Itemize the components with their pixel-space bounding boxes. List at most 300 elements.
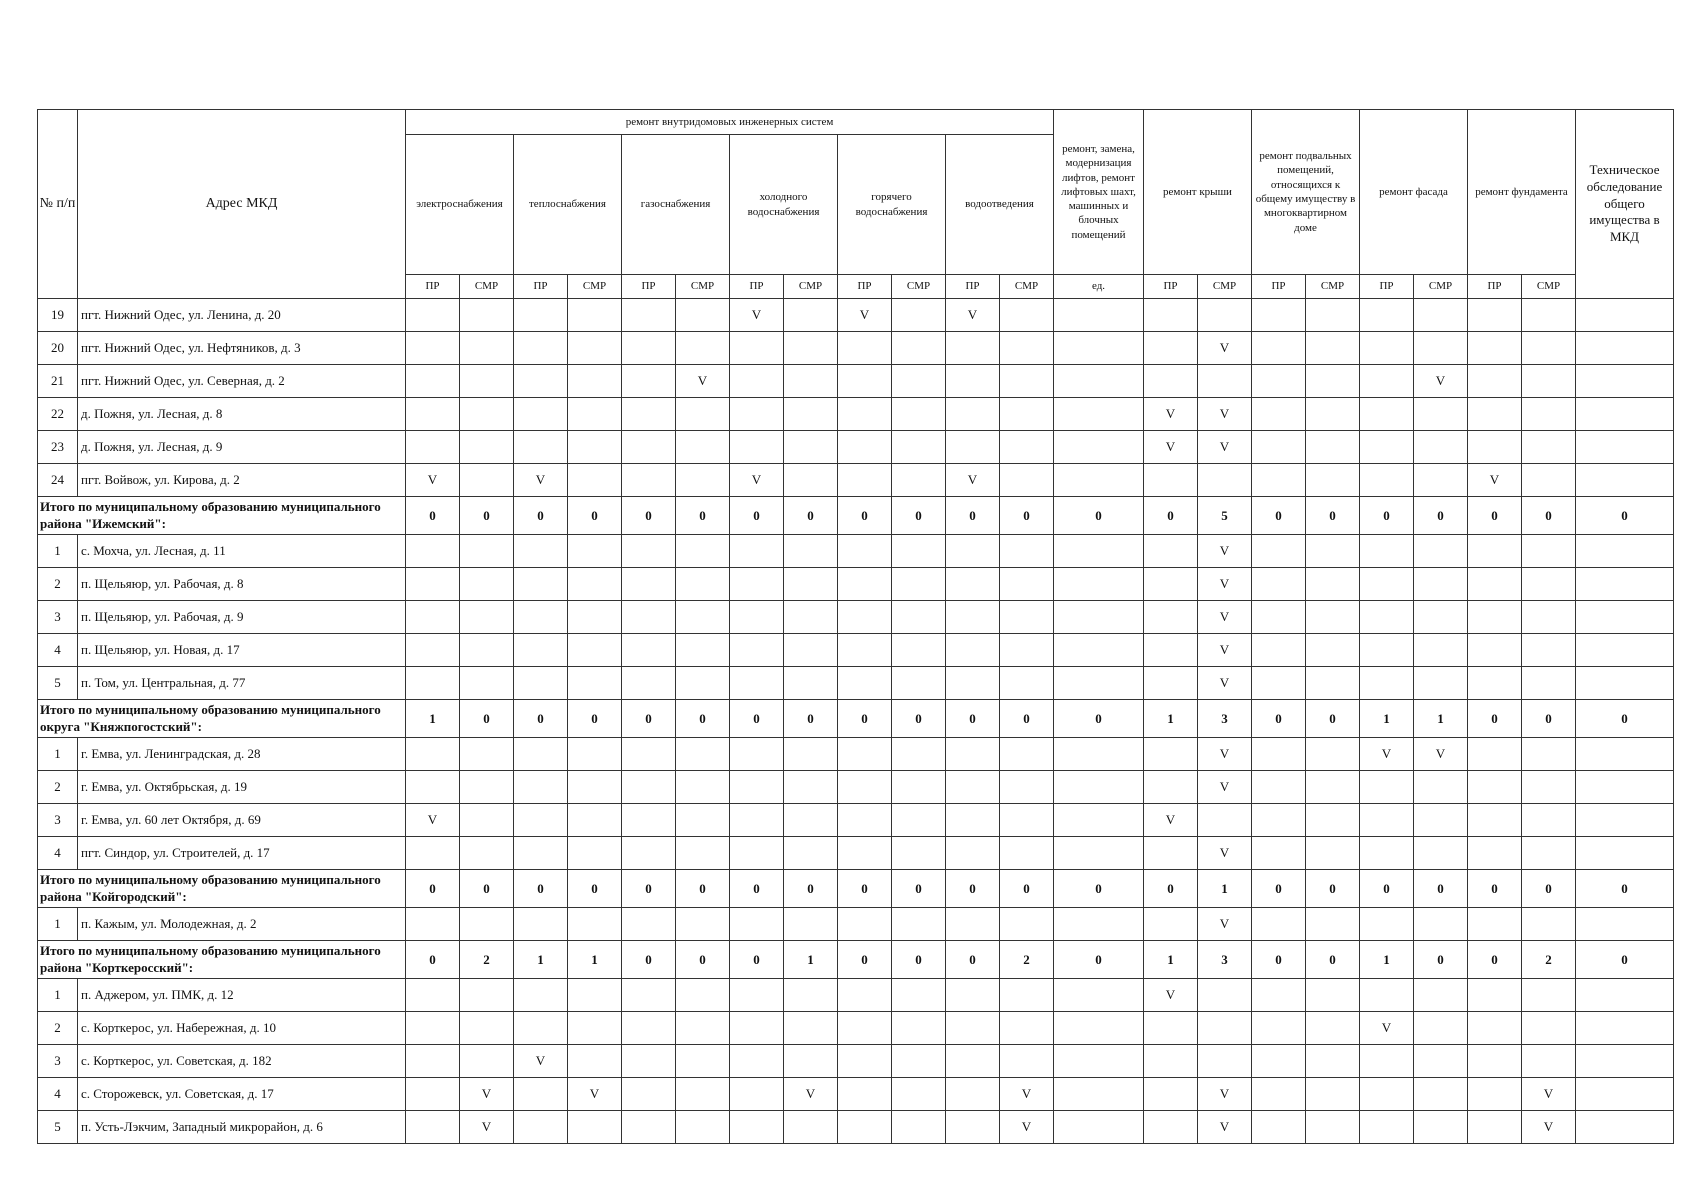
- row-number: 5: [38, 1111, 78, 1144]
- mark-cell: [514, 1111, 568, 1144]
- row-number: 2: [38, 1012, 78, 1045]
- subtotal-cell: 0: [460, 870, 514, 908]
- subtotal-cell: 1: [1144, 700, 1198, 738]
- subtotal-cell: 0: [1576, 941, 1674, 979]
- mark-cell: [1414, 535, 1468, 568]
- mark-cell: [946, 1111, 1000, 1144]
- mark-cell: [730, 667, 784, 700]
- mark-cell: [1198, 464, 1252, 497]
- subtotal-cell: 0: [946, 870, 1000, 908]
- mark-cell: [1306, 1012, 1360, 1045]
- subtotal-cell: 0: [1144, 870, 1198, 908]
- mark-cell: [784, 601, 838, 634]
- mark-cell: V: [730, 299, 784, 332]
- mark-cell: [1144, 365, 1198, 398]
- table-row: [38, 464, 1674, 497]
- mark-cell: [568, 738, 622, 771]
- mark-cell: [946, 667, 1000, 700]
- subtotal-cell: 0: [892, 870, 946, 908]
- mark-cell: [1576, 1078, 1674, 1111]
- mark-cell: [1360, 837, 1414, 870]
- mark-cell: [1414, 1012, 1468, 1045]
- mark-cell: [1522, 464, 1576, 497]
- column-header-lifts: ремонт, замена, модернизация лифтов, ремонт лифтовых шахт, машинных и блочных помещений: [1054, 110, 1144, 275]
- mark-cell: [892, 365, 946, 398]
- mark-cell: [1576, 771, 1674, 804]
- mark-cell: [460, 568, 514, 601]
- subtotal-cell: 0: [622, 870, 676, 908]
- row-number: 1: [38, 908, 78, 941]
- mark-cell: [622, 908, 676, 941]
- subtotal-cell: 0: [676, 700, 730, 738]
- mark-cell: [730, 431, 784, 464]
- mark-cell: [1468, 667, 1522, 700]
- mark-cell: [1054, 398, 1144, 431]
- mark-cell: [1000, 908, 1054, 941]
- mark-cell: [568, 1012, 622, 1045]
- mark-cell: [730, 738, 784, 771]
- subtotal-row: [38, 870, 1674, 908]
- subtotal-cell: 1: [1414, 700, 1468, 738]
- mark-cell: [1306, 299, 1360, 332]
- subtotal-cell: 0: [1306, 941, 1360, 979]
- mark-cell: [1522, 299, 1576, 332]
- subtotal-cell: 0: [838, 700, 892, 738]
- row-number: 2: [38, 771, 78, 804]
- mark-cell: V: [1000, 1078, 1054, 1111]
- mark-cell: [1054, 738, 1144, 771]
- mark-cell: [514, 601, 568, 634]
- mark-cell: [838, 568, 892, 601]
- column-header-cold-water: холодного водоснабжения: [730, 135, 838, 275]
- mark-cell: V: [1522, 1078, 1576, 1111]
- mark-cell: [946, 634, 1000, 667]
- mark-cell: [1054, 601, 1144, 634]
- mark-cell: [406, 634, 460, 667]
- subtotal-cell: 0: [1468, 870, 1522, 908]
- mark-cell: V: [946, 299, 1000, 332]
- mark-cell: [946, 1078, 1000, 1111]
- mark-cell: [946, 535, 1000, 568]
- mark-cell: [676, 1012, 730, 1045]
- mark-cell: [1054, 667, 1144, 700]
- mark-cell: [1414, 568, 1468, 601]
- subheader-smr: СМР: [1414, 275, 1468, 299]
- subheader-smr: СМР: [1522, 275, 1576, 299]
- mark-cell: [1576, 667, 1674, 700]
- mark-cell: [1468, 634, 1522, 667]
- subtotal-cell: 0: [568, 497, 622, 535]
- mark-cell: [1306, 568, 1360, 601]
- mark-cell: [1522, 771, 1576, 804]
- mark-cell: [1576, 535, 1674, 568]
- column-header-gas: газоснабжения: [622, 135, 730, 275]
- mark-cell: V: [568, 1078, 622, 1111]
- mark-cell: [892, 634, 946, 667]
- mark-cell: [730, 568, 784, 601]
- mark-cell: [406, 979, 460, 1012]
- mark-cell: [838, 1012, 892, 1045]
- mark-cell: V: [1198, 568, 1252, 601]
- mark-cell: [676, 568, 730, 601]
- mark-cell: [1306, 804, 1360, 837]
- table-row: [38, 1012, 1674, 1045]
- mark-cell: [1252, 535, 1306, 568]
- subtotal-cell: 1: [514, 941, 568, 979]
- mark-cell: [1522, 804, 1576, 837]
- mark-cell: [460, 1045, 514, 1078]
- mark-cell: [514, 568, 568, 601]
- address-cell: п. Том, ул. Центральная, д. 77: [78, 667, 406, 700]
- mark-cell: V: [1144, 804, 1198, 837]
- subtotal-cell: 0: [892, 497, 946, 535]
- subtotal-cell: 3: [1198, 941, 1252, 979]
- mark-cell: [1252, 1045, 1306, 1078]
- row-number: 5: [38, 667, 78, 700]
- mark-cell: [1522, 837, 1576, 870]
- mark-cell: [1306, 837, 1360, 870]
- mark-cell: [730, 1111, 784, 1144]
- mark-cell: [1468, 398, 1522, 431]
- subheader-pr: ПР: [838, 275, 892, 299]
- column-header-roof: ремонт крыши: [1144, 110, 1252, 275]
- subtotal-cell: 0: [676, 941, 730, 979]
- mark-cell: [1306, 667, 1360, 700]
- mark-cell: [1522, 908, 1576, 941]
- table-row: [38, 431, 1674, 464]
- subtotal-cell: 1: [1144, 941, 1198, 979]
- mark-cell: [1414, 431, 1468, 464]
- mark-cell: [1306, 1111, 1360, 1144]
- table-row: [38, 1078, 1674, 1111]
- mark-cell: [676, 771, 730, 804]
- mark-cell: [946, 738, 1000, 771]
- subheader-smr: СМР: [1000, 275, 1054, 299]
- mark-cell: [1468, 299, 1522, 332]
- mark-cell: [784, 332, 838, 365]
- mark-cell: [892, 568, 946, 601]
- mark-cell: [568, 804, 622, 837]
- subtotal-cell: 0: [622, 700, 676, 738]
- mark-cell: [406, 908, 460, 941]
- mark-cell: [1306, 634, 1360, 667]
- subtotal-cell: 0: [946, 497, 1000, 535]
- subtotal-cell: 0: [1306, 870, 1360, 908]
- row-number: 19: [38, 299, 78, 332]
- mark-cell: V: [514, 464, 568, 497]
- mark-cell: V: [406, 804, 460, 837]
- mark-cell: [1252, 1012, 1306, 1045]
- mark-cell: [622, 464, 676, 497]
- mark-cell: [730, 1012, 784, 1045]
- subtotal-cell: 1: [1360, 941, 1414, 979]
- mark-cell: [892, 464, 946, 497]
- subheader-smr: СМР: [1198, 275, 1252, 299]
- mark-cell: [730, 771, 784, 804]
- column-header-tech-inspection: Техническое обследование общего имущества в МКД: [1576, 110, 1674, 299]
- mark-cell: [892, 1078, 946, 1111]
- mark-cell: [784, 535, 838, 568]
- mark-cell: [1252, 299, 1306, 332]
- mark-cell: [1414, 1045, 1468, 1078]
- mark-cell: [1144, 837, 1198, 870]
- subtotal-cell: 0: [730, 941, 784, 979]
- subtotal-cell: 0: [406, 497, 460, 535]
- subtotal-cell: 0: [460, 700, 514, 738]
- mark-cell: [892, 979, 946, 1012]
- mark-cell: V: [1198, 1111, 1252, 1144]
- mark-cell: [622, 601, 676, 634]
- mark-cell: [1576, 1012, 1674, 1045]
- mark-cell: [1522, 634, 1576, 667]
- address-cell: пгт. Войвож, ул. Кирова, д. 2: [78, 464, 406, 497]
- mark-cell: [622, 634, 676, 667]
- mark-cell: [1144, 535, 1198, 568]
- mark-cell: [1306, 535, 1360, 568]
- subtotal-cell: 0: [568, 700, 622, 738]
- mark-cell: [568, 365, 622, 398]
- table-row: [38, 568, 1674, 601]
- mark-cell: [676, 601, 730, 634]
- subtotal-cell: 0: [676, 870, 730, 908]
- row-number: 22: [38, 398, 78, 431]
- mark-cell: [784, 1012, 838, 1045]
- mark-cell: V: [460, 1078, 514, 1111]
- mark-cell: [730, 365, 784, 398]
- mark-cell: [892, 837, 946, 870]
- mark-cell: [1198, 1045, 1252, 1078]
- subtotal-cell: 3: [1198, 700, 1252, 738]
- subtotal-cell: 2: [1522, 941, 1576, 979]
- mark-cell: [1468, 738, 1522, 771]
- mark-cell: [730, 535, 784, 568]
- address-cell: пгт. Нижний Одес, ул. Северная, д. 2: [78, 365, 406, 398]
- mark-cell: [1306, 908, 1360, 941]
- mark-cell: [1576, 568, 1674, 601]
- mark-cell: [568, 667, 622, 700]
- mark-cell: [1360, 771, 1414, 804]
- mark-cell: [406, 398, 460, 431]
- mark-cell: V: [1414, 738, 1468, 771]
- mark-cell: [1000, 667, 1054, 700]
- mark-cell: [838, 535, 892, 568]
- mark-cell: [1144, 908, 1198, 941]
- mark-cell: [514, 979, 568, 1012]
- mark-cell: [622, 1078, 676, 1111]
- mark-cell: [1252, 431, 1306, 464]
- mark-cell: [1198, 299, 1252, 332]
- mark-cell: [784, 431, 838, 464]
- subtotal-cell: 1: [568, 941, 622, 979]
- mark-cell: [1144, 332, 1198, 365]
- mark-cell: [784, 771, 838, 804]
- mark-cell: [1054, 299, 1144, 332]
- mark-cell: [514, 634, 568, 667]
- subheader-smr: СМР: [568, 275, 622, 299]
- subheader-pr: ПР: [622, 275, 676, 299]
- mark-cell: [1054, 535, 1144, 568]
- mark-cell: [622, 1111, 676, 1144]
- mark-cell: [784, 365, 838, 398]
- mark-cell: [838, 634, 892, 667]
- mark-cell: [946, 804, 1000, 837]
- subtotal-cell: 0: [514, 870, 568, 908]
- mark-cell: [406, 431, 460, 464]
- subtotal-row: [38, 497, 1674, 535]
- mark-cell: [1252, 667, 1306, 700]
- mark-cell: [1576, 908, 1674, 941]
- mark-cell: [514, 908, 568, 941]
- subtotal-cell: 0: [1000, 870, 1054, 908]
- mark-cell: [514, 332, 568, 365]
- subtotal-cell: 0: [406, 941, 460, 979]
- subtotal-cell: 0: [892, 941, 946, 979]
- mark-cell: [514, 365, 568, 398]
- subtotal-cell: 0: [1252, 941, 1306, 979]
- mark-cell: [1252, 738, 1306, 771]
- subtotal-cell: 1: [1360, 700, 1414, 738]
- mark-cell: [676, 979, 730, 1012]
- mark-cell: [676, 667, 730, 700]
- mark-cell: [1054, 464, 1144, 497]
- mark-cell: [946, 1012, 1000, 1045]
- repair-plan-document: [37, 109, 1674, 1144]
- address-cell: п. Щельяюр, ул. Рабочая, д. 9: [78, 601, 406, 634]
- mark-cell: [1054, 431, 1144, 464]
- mark-cell: [1252, 771, 1306, 804]
- subtotal-cell: 5: [1198, 497, 1252, 535]
- mark-cell: [1144, 738, 1198, 771]
- subtotal-cell: 1: [784, 941, 838, 979]
- mark-cell: [730, 979, 784, 1012]
- mark-cell: [784, 908, 838, 941]
- mark-cell: [676, 837, 730, 870]
- mark-cell: V: [1198, 667, 1252, 700]
- subheader-pr: ПР: [1360, 275, 1414, 299]
- row-number: 21: [38, 365, 78, 398]
- mark-cell: [1252, 837, 1306, 870]
- mark-cell: [406, 332, 460, 365]
- mark-cell: [1360, 634, 1414, 667]
- subtotal-cell: 2: [460, 941, 514, 979]
- mark-cell: [1414, 601, 1468, 634]
- subtotal-cell: 0: [1000, 700, 1054, 738]
- mark-cell: [514, 804, 568, 837]
- mark-cell: [1360, 568, 1414, 601]
- mark-cell: [568, 1045, 622, 1078]
- mark-cell: [460, 398, 514, 431]
- table-row: [38, 299, 1674, 332]
- mark-cell: [1576, 332, 1674, 365]
- mark-cell: [1576, 738, 1674, 771]
- mark-cell: [1522, 568, 1576, 601]
- mark-cell: [1252, 979, 1306, 1012]
- mark-cell: [622, 398, 676, 431]
- mark-cell: [1306, 1078, 1360, 1111]
- subtotal-cell: 0: [514, 700, 568, 738]
- mark-cell: [730, 398, 784, 431]
- mark-cell: [1252, 634, 1306, 667]
- subtotal-cell: 1: [406, 700, 460, 738]
- mark-cell: [622, 1045, 676, 1078]
- mark-cell: [568, 299, 622, 332]
- mark-cell: [1576, 1045, 1674, 1078]
- mark-cell: [1414, 1111, 1468, 1144]
- row-number: 1: [38, 979, 78, 1012]
- mark-cell: [784, 1111, 838, 1144]
- table-row: [38, 771, 1674, 804]
- mark-cell: [784, 299, 838, 332]
- mark-cell: [676, 634, 730, 667]
- mark-cell: [460, 979, 514, 1012]
- mark-cell: [622, 1012, 676, 1045]
- mark-cell: [406, 1111, 460, 1144]
- mark-cell: [1360, 365, 1414, 398]
- subtotal-row: [38, 700, 1674, 738]
- mark-cell: [622, 299, 676, 332]
- mark-cell: [1468, 804, 1522, 837]
- mark-cell: [1054, 332, 1144, 365]
- subheader-pr: ПР: [1144, 275, 1198, 299]
- mark-cell: [1414, 332, 1468, 365]
- mark-cell: [676, 464, 730, 497]
- mark-cell: [1198, 1012, 1252, 1045]
- subtotal-cell: 0: [622, 941, 676, 979]
- subheader-unit: ед.: [1054, 275, 1144, 299]
- mark-cell: [946, 908, 1000, 941]
- table-header: [38, 110, 1674, 299]
- table-row: [38, 837, 1674, 870]
- mark-cell: [1360, 299, 1414, 332]
- table-row: [38, 1111, 1674, 1144]
- mark-cell: [892, 908, 946, 941]
- mark-cell: V: [1198, 738, 1252, 771]
- mark-cell: [1576, 431, 1674, 464]
- mark-cell: V: [784, 1078, 838, 1111]
- mark-cell: [1522, 535, 1576, 568]
- mark-cell: [514, 1078, 568, 1111]
- mark-cell: [406, 1045, 460, 1078]
- subtotal-cell: 0: [1306, 700, 1360, 738]
- mark-cell: [1522, 1012, 1576, 1045]
- mark-cell: [1468, 365, 1522, 398]
- subheader-pr: ПР: [406, 275, 460, 299]
- mark-cell: V: [1144, 431, 1198, 464]
- mark-cell: [1000, 979, 1054, 1012]
- subheader-smr: СМР: [676, 275, 730, 299]
- mark-cell: V: [1198, 601, 1252, 634]
- mark-cell: [460, 535, 514, 568]
- mark-cell: [1144, 1111, 1198, 1144]
- table-row: [38, 738, 1674, 771]
- subtotal-cell: 0: [1252, 870, 1306, 908]
- mark-cell: [1000, 299, 1054, 332]
- mark-cell: [1306, 979, 1360, 1012]
- subtotal-cell: 0: [676, 497, 730, 535]
- subtotal-cell: 0: [1576, 870, 1674, 908]
- mark-cell: [892, 299, 946, 332]
- address-cell: г. Емва, ул. Ленинградская, д. 28: [78, 738, 406, 771]
- address-cell: д. Пожня, ул. Лесная, д. 8: [78, 398, 406, 431]
- subtotal-label: Итого по муниципальному образованию муниципального округа "Княжпогостский":: [38, 700, 406, 738]
- mark-cell: [1144, 667, 1198, 700]
- mark-cell: [1054, 1045, 1144, 1078]
- mark-cell: [406, 738, 460, 771]
- mark-cell: [1522, 738, 1576, 771]
- mark-cell: V: [1360, 1012, 1414, 1045]
- mark-cell: [784, 667, 838, 700]
- mark-cell: [1144, 1078, 1198, 1111]
